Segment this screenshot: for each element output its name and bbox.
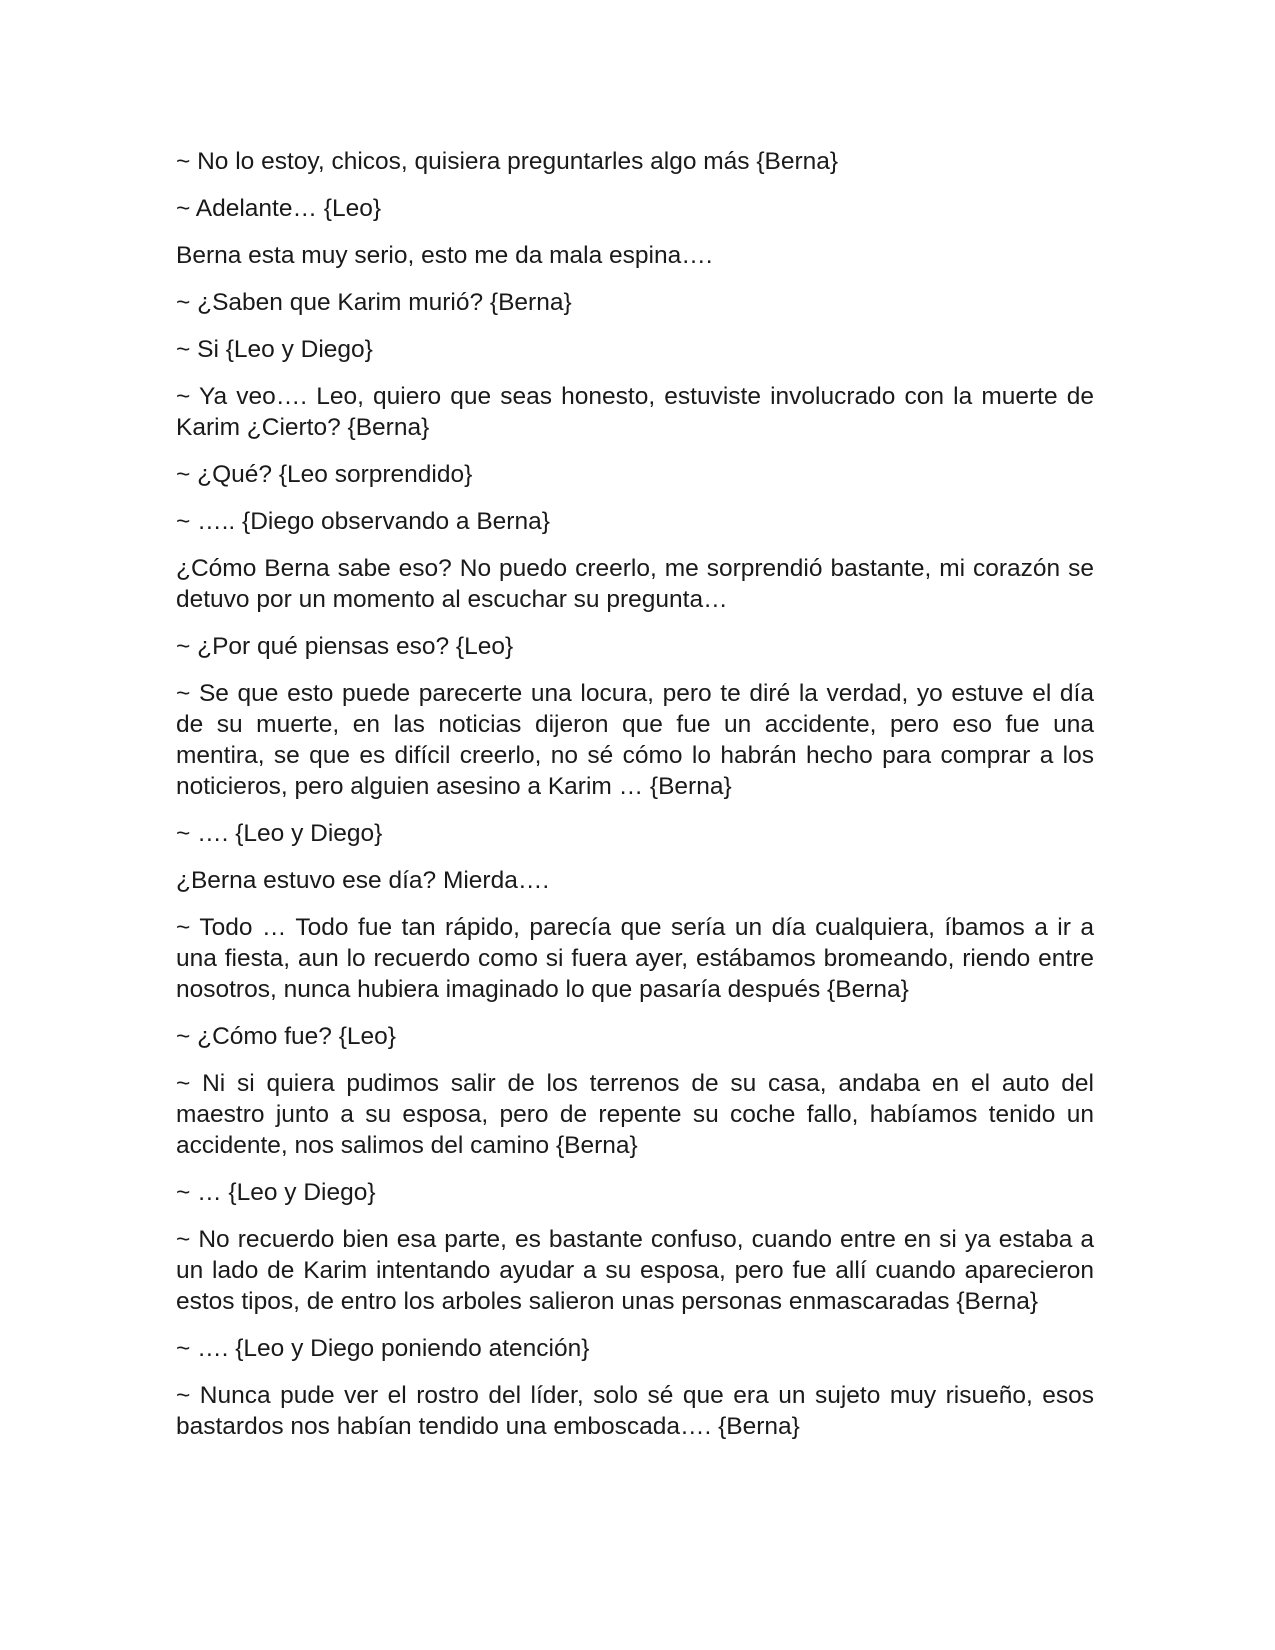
document-page <box>176 146 1094 1458</box>
paragraph: ~ ¿Cómo fue? {Leo} <box>176 1023 396 1050</box>
paragraph: ~ ¿Por qué piensas eso? {Leo} <box>176 633 514 660</box>
paragraph: ¿Berna estuvo ese día? Mierda…. <box>176 867 550 894</box>
paragraph: ~ … {Leo y Diego} <box>176 1179 376 1206</box>
paragraph: Berna esta muy serio, esto me da mala espina…. <box>176 242 713 269</box>
paragraph: ~ ¿Qué? {Leo sorprendido} <box>176 461 473 488</box>
paragraph: ~ No lo estoy, chicos, quisiera preguntarles algo más {Berna} <box>176 148 839 175</box>
paragraph: ~ Si {Leo y Diego} <box>176 336 373 363</box>
paragraph: ~ Adelante… {Leo} <box>176 195 382 222</box>
paragraph: ~ Ya veo…. Leo, quiero que seas honesto, estuviste involucrado con la muerte de Karim ¿Cierto? {Berna} <box>176 383 1094 441</box>
paragraph: ~ …. {Leo y Diego} <box>176 820 383 847</box>
paragraph: ~ ¿Saben que Karim murió? {Berna} <box>176 289 572 316</box>
paragraph: ~ Nunca pude ver el rostro del líder, solo sé que era un sujeto muy risueño, esos bastardos nos habían tendido una emboscada…. {Berna} <box>176 1382 1094 1440</box>
paragraph: ~ Ni si quiera pudimos salir de los terrenos de su casa, andaba en el auto del maestro junto a su esposa, pero de repente su coche fallo, habíamos tenido un accidente, nos salimos del camino {Berna} <box>176 1070 1094 1159</box>
paragraph: ~ Se que esto puede parecerte una locura, pero te diré la verdad, yo estuve el día de su muerte, en las noticias dijeron que fue un accidente, pero eso fue una mentira, se que es difícil creerlo, no sé cómo lo habrán hecho para comprar a los noticieros, pero alguien asesino a Karim … {Berna} <box>176 680 1094 800</box>
paragraph: ~ …. {Leo y Diego poniendo atención} <box>176 1335 590 1362</box>
paragraph: ¿Cómo Berna sabe eso? No puedo creerlo, me sorprendió bastante, mi corazón se detuvo por un momento al escuchar su pregunta… <box>176 555 1094 613</box>
paragraph: ~ ….. {Diego observando a Berna} <box>176 508 550 535</box>
paragraph: ~ Todo … Todo fue tan rápido, parecía que sería un día cualquiera, íbamos a ir a una fiesta, aun lo recuerdo como si fuera ayer, estábamos bromeando, riendo entre nosotros, nunca hubiera imaginado lo que pasaría después {Berna} <box>176 914 1094 1003</box>
paragraph: ~ No recuerdo bien esa parte, es bastante confuso, cuando entre en si ya estaba a un lado de Karim intentando ayudar a su esposa, pero fue allí cuando aparecieron estos tipos, de entro los arboles salieron unas personas enmascaradas {Berna} <box>176 1226 1094 1315</box>
